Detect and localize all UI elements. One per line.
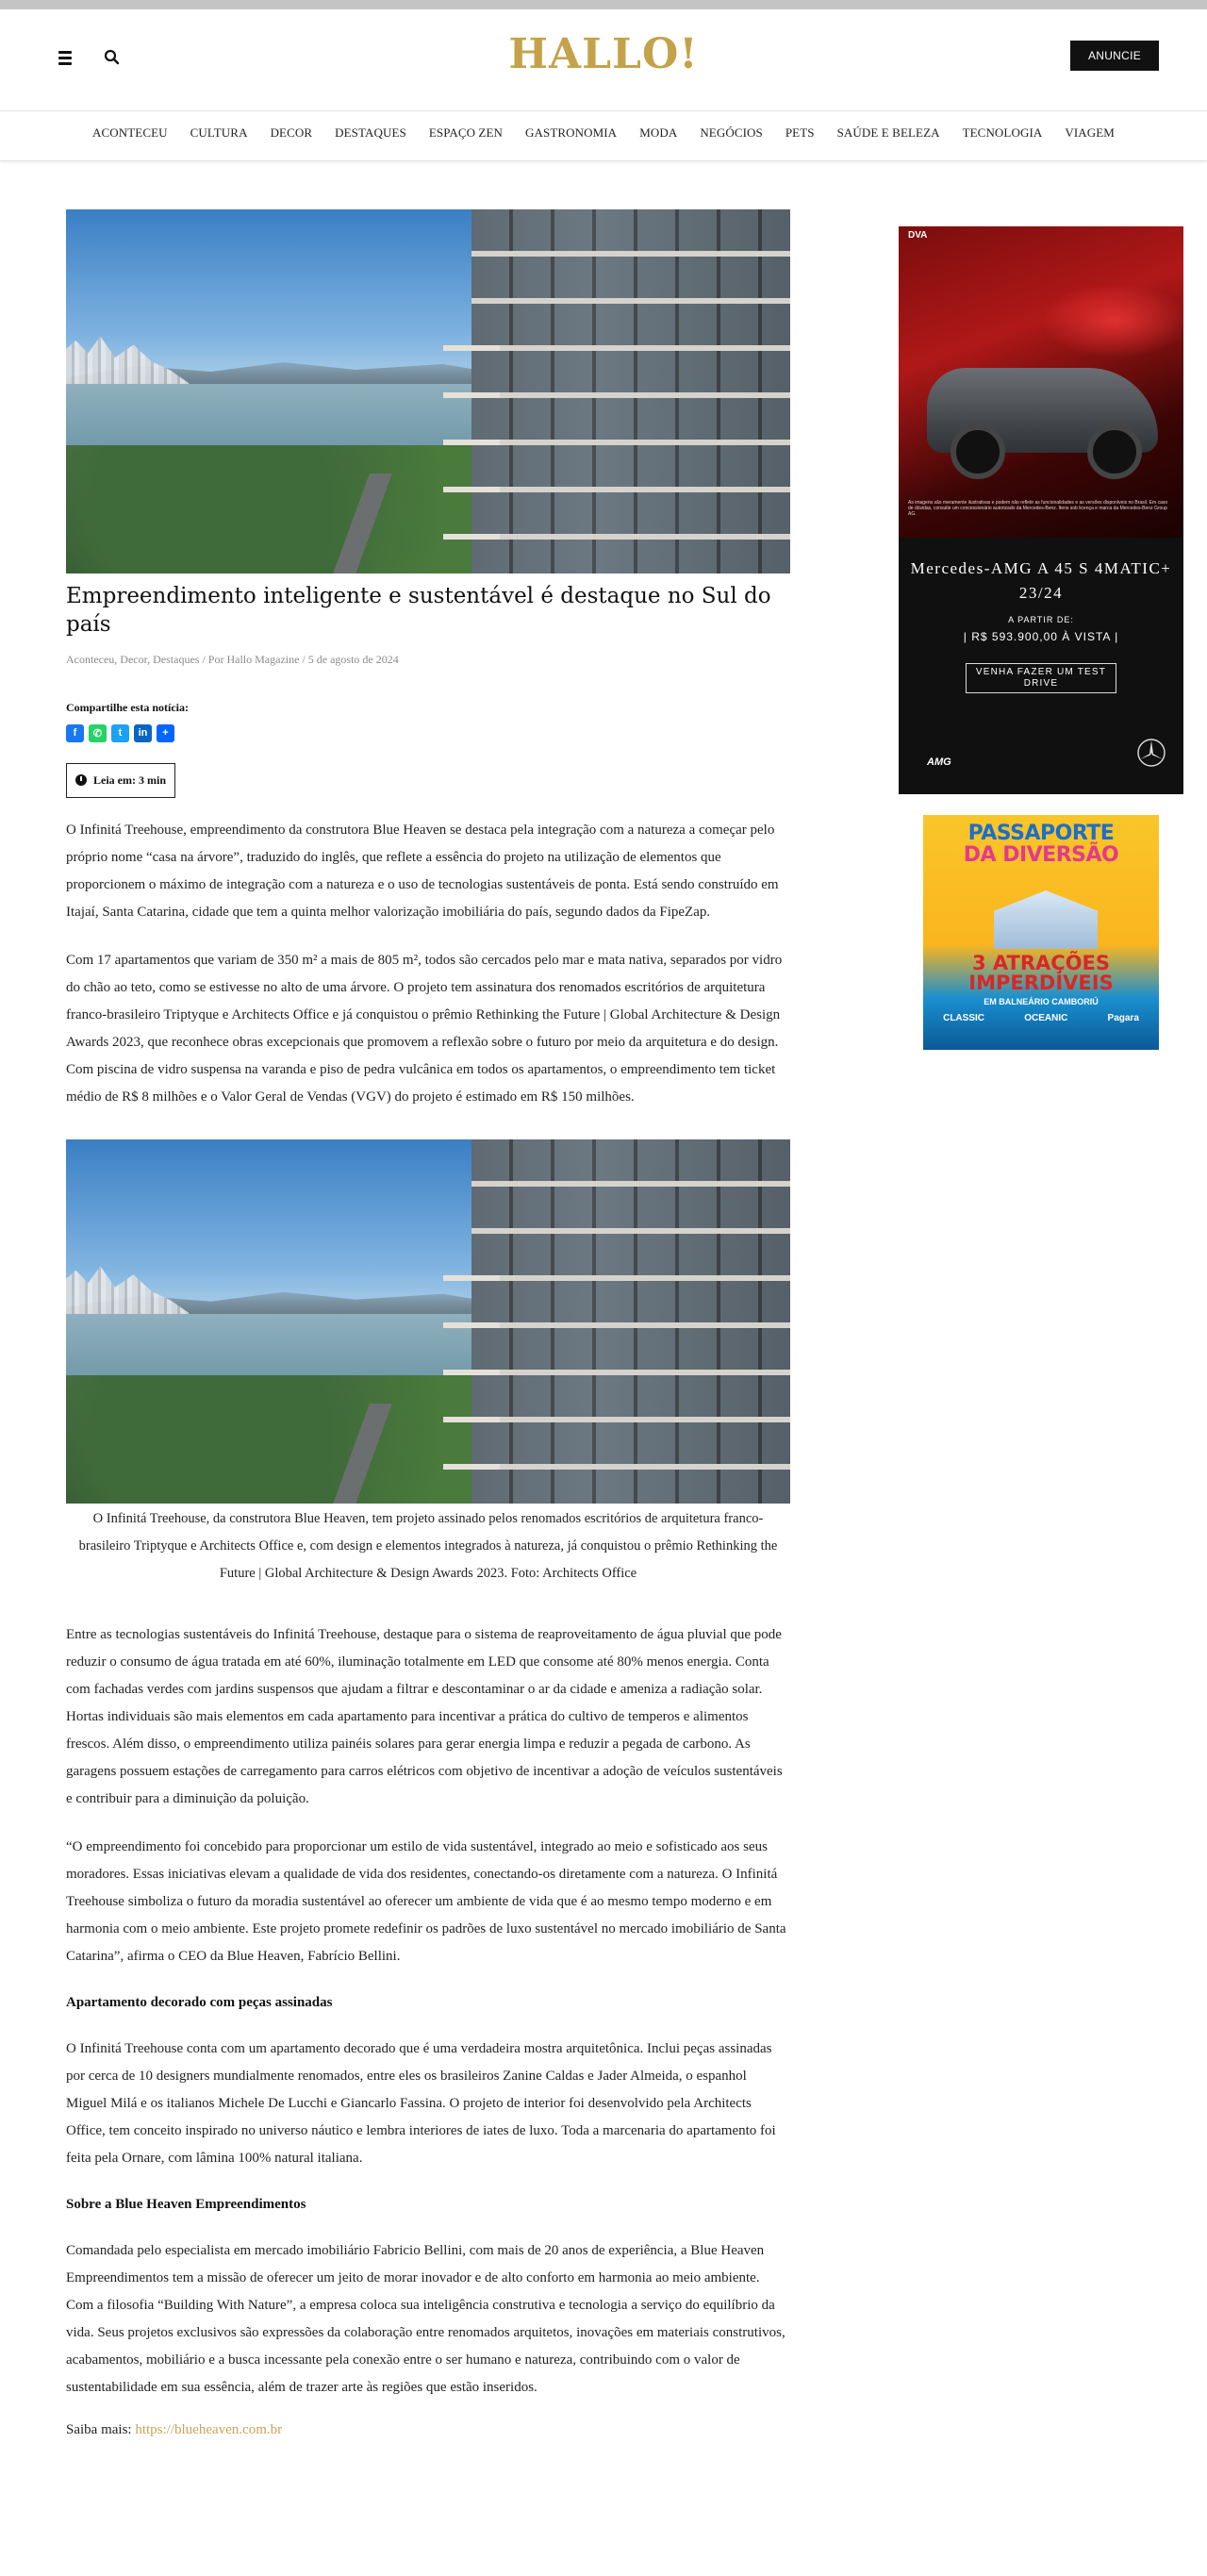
- ad2-headline: 3 ATRAÇÕES IMPERDÍVEIS: [968, 952, 1114, 994]
- nav-item-moda[interactable]: MODA: [639, 125, 678, 140]
- paragraph-1: O Infinitá Treehouse, empreendimento da construtora Blue Heaven se destaca pela integração com a natureza a começar pelo próprio nome “casa na árvore”, traduzido do inglês, que reflete a essência do projeto na utilização de elementos que proporcionem o máximo de integração com a natureza e o uso de tecnologias sustentáveis de ponta. Está sendo construído em Itajaí, Santa Catarina, cidade que tem a quinta melhor valorização imobiliária do país, segundo dados da FipeZap.: [66, 822, 779, 920]
- ad2-building-image: [994, 890, 1098, 949]
- hamburger-icon[interactable]: [57, 49, 77, 66]
- mercedes-ad-banner[interactable]: [899, 226, 1183, 794]
- nav-item-destaques[interactable]: DESTAQUES: [335, 125, 406, 140]
- nav-item-aconteceu[interactable]: ACONTECEU: [92, 125, 168, 140]
- anuncie-button[interactable]: ANUNCIE: [1070, 41, 1159, 71]
- learn-more-label: Saiba mais:: [66, 2421, 132, 2437]
- nav-item-cultura[interactable]: CULTURA: [190, 125, 248, 140]
- image-caption: O Infinitá Treehouse, da construtora Blue Heaven, tem projeto assinado pelos renomados escritórios de arquitetura franco-brasileiro Triptyque e Architects Office e, com design e elementos integrados à natureza, já conquistou o prêmio Rethinking the Future | Global Architecture & Design Awards 2023. Foto: Architects Office: [78, 1510, 778, 1581]
- nav-item-gastronomia[interactable]: GASTRONOMIA: [525, 125, 618, 140]
- ad2-title-line1: PASSAPORTE: [967, 822, 1115, 845]
- share-label: Compartilhe esta notícia:: [66, 700, 189, 714]
- nav-item-pets[interactable]: PETS: [785, 125, 815, 140]
- twitter-icon[interactable]: t: [111, 724, 129, 742]
- article: [66, 209, 790, 2438]
- nav-item-espaco-zen[interactable]: ESPAÇO ZEN: [428, 125, 504, 140]
- main-nav: [0, 112, 1207, 161]
- top-accent-bar: [0, 0, 1207, 9]
- ad2-title-line2: DA DIVERSÃO: [963, 843, 1119, 868]
- article-title: Empreendimento inteligente e sustentável é destaque no Sul do país: [66, 584, 771, 637]
- share-buttons: [66, 724, 790, 742]
- passaporte-ad-banner[interactable]: [923, 815, 1159, 1050]
- paragraph-3: Entre as tecnologias sustentáveis do Infinitá Treehouse, destaque para o sistema de reaproveitamento de água pluvial que pode reduzir o consumo de água tratada em até 60%, iluminação totalmente em LED que consome até 80% menos energia. Conta com fachadas verdes com jardins suspensos que ajudam a filtrar e descontaminar o ar da cidade e ameniza a radiação solar. Hortas individuais são mais elementos em cada apartamento para incentivar a prática do cultivo de temperos e alimentos frescos. Além disso, o empreendimento utiliza painéis solares para gerar energia limpa e reduzir a pegada de carbono. As garagens possuem estações de carregamento para carros elétricos com objetivo de incentivar a adoção de veículos sustentáveis e contribuir para a diminuição da poluição.: [66, 1626, 783, 1806]
- nav-item-saude-beleza[interactable]: SAÚDE E BELEZA: [836, 125, 940, 140]
- whatsapp-icon[interactable]: ✆: [89, 724, 107, 742]
- ad-fine-print: As imagens são meramente ilustrativas e podem não refletir as funcionalidades e as versões disponíveis no Brasil. Em caso de dúvidas, consulte um concessionário autorizado da Mercedes-Benz. Itens sob licença e marca da Mercedes-Benz Group AG.: [908, 500, 1168, 517]
- ad2-subline: EM BALNEÁRIO CAMBORIÚ: [984, 997, 1099, 1006]
- site-logo[interactable]: HALLO!: [508, 30, 699, 78]
- subheading-about-company: Sobre a Blue Heaven Empreendimentos: [66, 2196, 306, 2212]
- ad-price: | R$ 593.900,00 À VISTA |: [963, 630, 1119, 643]
- subheading-decorated-apartment: Apartamento decorado com peças assinadas: [66, 1994, 333, 2010]
- learn-more: [66, 2422, 790, 2438]
- pagara-logo: Pagara: [1107, 1013, 1139, 1023]
- read-time-label: Leia em: 3 min: [93, 773, 166, 787]
- classic-logo: CLASSIC: [943, 1013, 984, 1023]
- paragraph-2: Com 17 apartamentos que variam de 350 m² a mais de 805 m², todos são cercados pelo mar e mata nativa, separados por vidro do chão ao teto, como se estivesse no alto de uma árvore. O projeto tem assinatura dos renomados escritórios de arquitetura franco-brasileiro Triptyque e Architects Office e já conquistou o prêmio Rethinking the Future | Global Architecture & Design Awards 2023, que reconhece obras excepcionais que promovem a reflexão sobre o futuro por meio da arquitetura e do design. Com piscina de vidro suspensa na varanda e piso de pedra vulcânica em todos os apartamentos, o empreendimento tem ticket médio de R$ 8 milhões e o Valor Geral de Vendas (VGV) do projeto é estimado em R$ 150 milhões.: [66, 952, 783, 1105]
- search-icon[interactable]: [102, 47, 123, 68]
- ad-price-label: A PARTIR DE:: [1008, 615, 1074, 624]
- mercedes-star-icon: [1136, 738, 1166, 768]
- test-drive-button[interactable]: VENHA FAZER UM TEST DRIVE: [966, 663, 1116, 693]
- paragraph-4: “O empreendimento foi concebido para proporcionar um estilo de vida sustentável, integrado ao meio e sofisticado aos seus moradores. Essas iniciativas elevam a qualidade de vida dos residentes, conectando-os diretamente com a natureza. O Infinitá Treehouse simboliza o futuro da moradia sustentável ao oferecer um ambiente de vida que é ao mesmo tempo moderno e em harmonia com o meio ambiente. Este projeto promete redefinir os padrões de luxo sustentável no mercado imobiliário de Santa Catarina”, afirma o CEO da Blue Heaven, Fabrício Bellini.: [66, 1838, 786, 1964]
- oceanic-logo: OCEANIC: [1024, 1013, 1068, 1023]
- nav-item-decor[interactable]: DECOR: [270, 125, 313, 140]
- learn-more-link[interactable]: https://blueheaven.com.br: [135, 2421, 283, 2437]
- nav-item-tecnologia[interactable]: TECNOLOGIA: [962, 125, 1043, 140]
- nav-item-viagem[interactable]: VIAGEM: [1065, 125, 1115, 140]
- featured-image: [66, 209, 790, 573]
- ad-model-name: Mercedes-AMG A 45 S 4MATIC+ 23/24: [910, 559, 1172, 602]
- ad2-partner-logos: [923, 1013, 1159, 1023]
- ad-brand: DVA: [908, 230, 928, 241]
- ad-car-photo: [899, 226, 1183, 538]
- read-time-badge: [66, 763, 175, 798]
- share-plus-icon[interactable]: +: [157, 724, 174, 742]
- car-image: [927, 368, 1158, 453]
- article-meta: Aconteceu, Decor, Destaques / Por Hallo Magazine / 5 de agosto de 2024: [66, 652, 399, 666]
- nav-item-negocios[interactable]: NEGÓCIOS: [700, 125, 763, 140]
- ad2-title: [923, 823, 1159, 866]
- clock-icon: [75, 774, 87, 786]
- amg-logo: AMG: [927, 756, 951, 768]
- paragraph-5: O Infinitá Treehouse conta com um apartamento decorado que é uma verdadeira mostra arquitetônica. Inclui peças assinadas por cerca de 10 designers mundialmente renomados, entre eles os brasileiros Zanine Caldas e Jader Almeida, o espanhol Miguel Milá e os italianos Michele De Lucchi e Giancarlo Fassina. O projeto de interior foi desenvolvido pela Architects Office, tem conceito inspirado no universo náutico e lembra interiores de iates de luxo. Toda a marcenaria do apartamento foi feita pela Ornare, com lâmina 100% natural italiana.: [66, 2040, 776, 2166]
- paragraph-6: Comandada pelo especialista em mercado imobiliário Fabricio Bellini, com mais de 20 anos de experiência, a Blue Heaven Empreendimentos tem a missão de oferecer um jeito de morar inovador e de alto conforto em harmonia ao meio ambiente. Com a filosofia “Building With Nature”, a empresa coloca sua inteligência construtiva e tecnologia a serviço do equilíbrio da vida. Seus projetos exclusivos são expressões da colaboração entre renomados arquitetos, inovações em materiais construtivos, acabamentos, mobiliário e a busca incessante pela conexão entre o ser humano e natureza, contribuindo com o valor de sustentabilidade em sua essência, além de trazer arte às regiões que estão inseridos.: [66, 2242, 785, 2395]
- linkedin-icon[interactable]: in: [134, 724, 152, 742]
- facebook-icon[interactable]: f: [66, 724, 84, 742]
- site-header: [0, 9, 1207, 111]
- article-image: [66, 1139, 790, 1504]
